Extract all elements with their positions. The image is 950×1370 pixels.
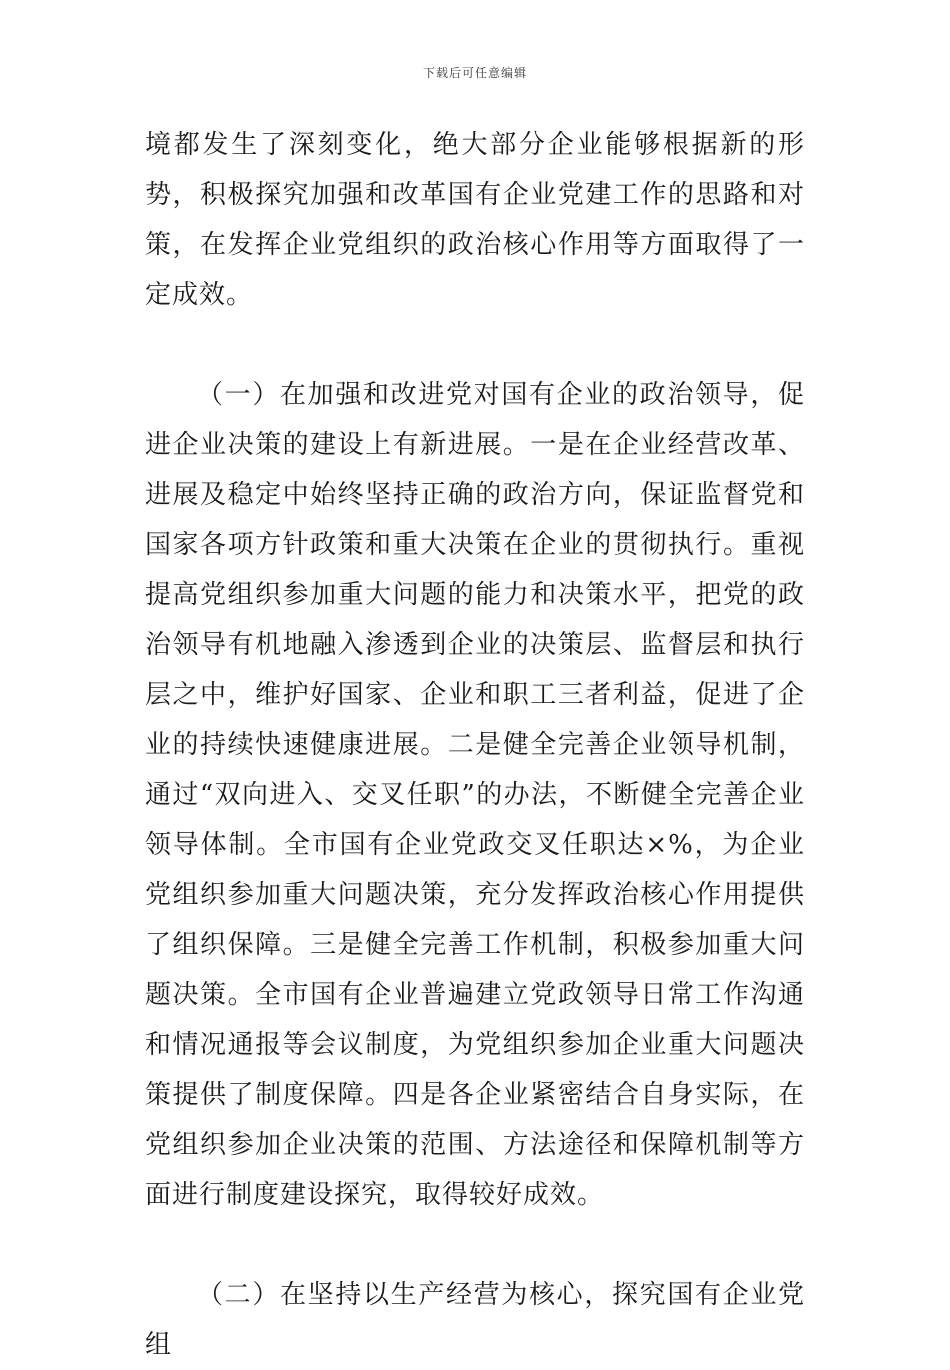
paragraph-section-two: （二）在坚持以生产经营为核心，探究国有企业党组	[145, 1280, 805, 1360]
paragraph-continuation: 境都发生了深刻变化，绝大部分企业能够根据新的形势，积极探究加强和改革国有企业党建工作的思路和对策，在发挥企业党组织的政治核心作用等方面取得了一定成效。	[145, 130, 805, 310]
header-note: 下载后可任意编辑	[422, 66, 527, 80]
paragraph-gap	[145, 320, 805, 370]
document-body	[145, 120, 805, 1370]
paragraph-section-one: （一）在加强和改进党对国有企业的政治领导，促进企业决策的建设上有新进展。一是在企业经营改革、进展及稳定中始终坚持正确的政治方向，保证监督党和国家各项方针政策和重大决策在企业的贯彻执行。重视提高党组织参加重大问题的能力和决策水平，把党的政治领导有机地融入渗透到企业的决策层、监督层和执行层之中，维护好国家、企业和职工三者利益，促进了企业的持续快速健康进展。二是健全完善企业领导机制，通过“双向进入、交叉任职”的办法，不断健全完善企业领导体制。全市国有企业党政交叉任职达×%，为企业党组织参加重大问题决策，充分发挥政治核心作用提供了组织保障。三是健全完善工作机制，积极参加重大问题决策。全市国有企业普遍建立党政领导日常工作沟通和情况通报等会议制度，为党组织参加企业重大问题决策提供了制度保障。四是各企业紧密结合自身实际，在党组织参加企业决策的范围、方法途径和保障机制等方面进行制度建设探究，取得较好成效。	[145, 380, 805, 1210]
paragraph-gap	[145, 1220, 805, 1270]
